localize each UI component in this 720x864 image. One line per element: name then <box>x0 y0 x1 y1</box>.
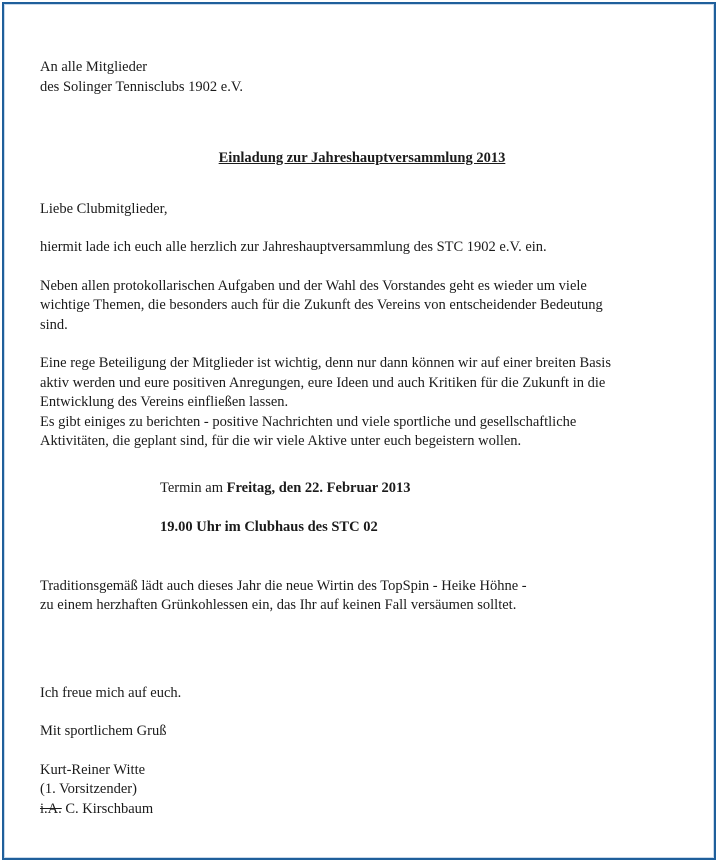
paragraph-agenda-line: wichtige Themen, die besonders auch für die Zukunft des Vereins von entscheidender Bedeutung <box>40 297 603 313</box>
salutation: Liebe Clubmitglieder, <box>40 200 168 217</box>
letter-body <box>40 58 690 819</box>
appointment-time-place: 19.00 Uhr im Clubhaus des STC 02 <box>160 519 378 535</box>
paragraph-participation-line: Entwicklung des Vereins einfließen lassen. <box>40 394 289 410</box>
signatory-role: (1. Vorsitzender) <box>40 781 137 797</box>
recipient-line-2: des Solinger Tennisclubs 1902 e.V. <box>40 78 244 95</box>
proxy-name: C. Kirschbaum <box>61 800 154 817</box>
letter-title: Einladung zur Jahreshauptversammlung 2013 <box>218 150 506 166</box>
paragraph-agenda-line: sind. <box>40 316 68 333</box>
paragraph-participation-line: Es gibt einiges zu berichten - positive Nachrichten und viele sportliche und gesellschaftliche <box>40 413 577 430</box>
paragraph-participation-line: aktiv werden und eure positiven Anregungen, eure Ideen und auch Kritiken für die Zukunft in die <box>40 374 606 391</box>
page-frame <box>2 2 716 860</box>
appointment-date <box>40 479 690 499</box>
appointment-date-value: Freitag, den 22. Februar 2013 <box>226 479 411 496</box>
tradition-line: zu einem herzhaften Grünkohlessen ein, das Ihr auf keinen Fall versäumen solltet. <box>40 597 517 613</box>
tradition-line: Traditionsgemäß lädt auch dieses Jahr die neue Wirtin des TopSpin - Heike Höhne - <box>40 577 527 594</box>
signatory-name: Kurt-Reiner Witte <box>40 761 146 778</box>
closing-greeting: Mit sportlichem Gruß <box>40 723 167 739</box>
proxy-signature <box>40 800 690 820</box>
paragraph-intro: hiermit lade ich euch alle herzlich zur Jahreshauptversammlung des STC 1902 e.V. ein. <box>40 239 547 255</box>
paragraph-participation-line: Eine rege Beteiligung der Mitglieder ist wichtig, denn nur dann können wir auf einer breiten Basis <box>40 355 611 371</box>
paragraph-participation-line: Aktivitäten, die geplant sind, für die wir viele Aktive unter euch begeistern wollen. <box>40 433 522 449</box>
proxy-struck-text: i.A. <box>40 800 62 817</box>
appointment-prefix: Termin am <box>160 479 227 496</box>
closing-line: Ich freue mich auf euch. <box>40 684 182 701</box>
paragraph-agenda-line: Neben allen protokollarischen Aufgaben und der Wahl des Vorstandes geht es wieder um viele <box>40 277 587 294</box>
recipient-line-1: An alle Mitglieder <box>40 59 148 75</box>
